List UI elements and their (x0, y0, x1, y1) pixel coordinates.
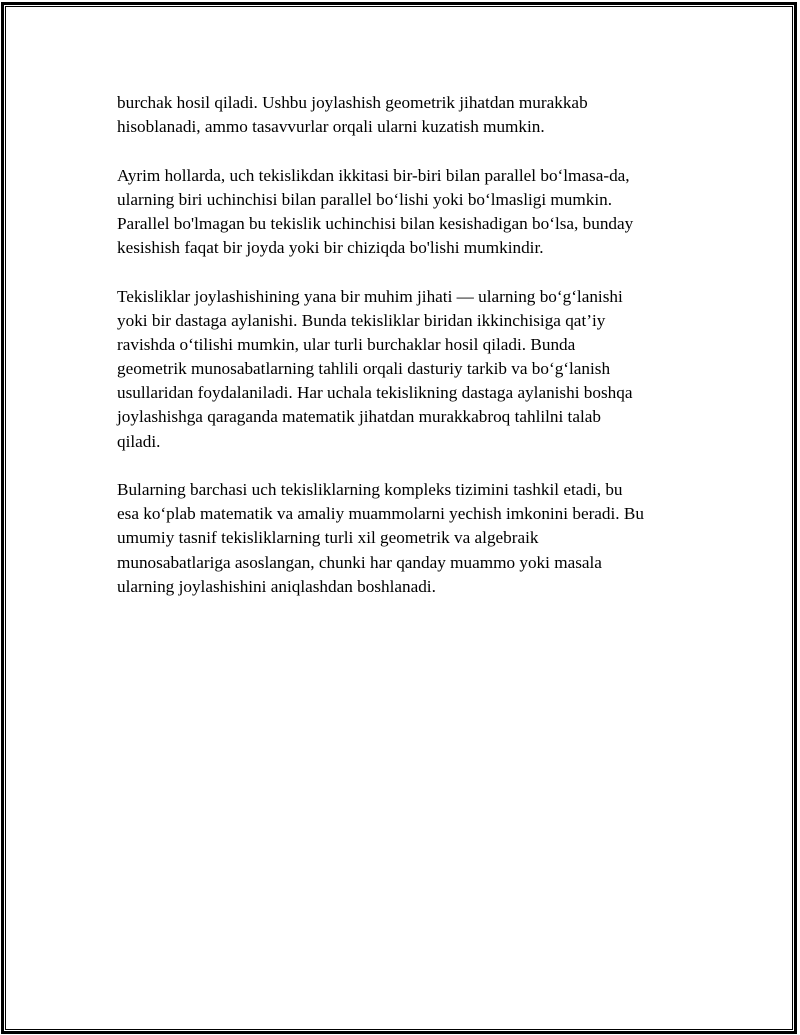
text-line: qiladi. (117, 431, 161, 451)
text-line: burchak hosil qiladi. Ushbu joylashish geometrik jihatdan murakkab (117, 93, 588, 112)
text-line: yoki bir dastaga aylanishi. Bunda tekisliklar biridan ikkinchisiga qat’iy (117, 310, 606, 330)
text-line: Tekisliklar joylashishining yana bir muhim jihati — ularning bo‘g‘lanishi (117, 286, 623, 306)
text-line: ularning biri uchinchisi bilan parallel bo‘lishi yoki bo‘lmasligi mumkin. (117, 189, 613, 209)
text-line: geometrik munosabatlarning tahlili orqali dasturiy tarkib va bo‘g‘lanish (117, 359, 611, 379)
document-body (117, 91, 717, 623)
text-line: ravishda o‘tilishi mumkin, ular turli burchaklar hosil qiladi. Bunda (117, 334, 576, 354)
paragraph-4 (117, 478, 717, 599)
text-line: Bularning barchasi uch tekisliklarning kompleks tizimini tashkil etadi, bu (117, 480, 623, 499)
text-line: munosabatlariga asoslangan, chunki har qanday muammo yoki masala (117, 552, 602, 572)
paragraph-1 (117, 91, 717, 139)
text-line: ularning joylashishini aniqlashdan boshlanadi. (117, 576, 436, 596)
text-line: joylashishga qaraganda matematik jihatdan murakkabroq tahlilni talab (117, 407, 601, 427)
text-line: kesishish faqat bir joyda yoki bir chiziqda bo'lishi mumkindir. (117, 238, 544, 258)
text-line: hisoblanadi, ammo tasavvurlar orqali ularni kuzatish mumkin. (117, 117, 545, 137)
text-line: esa ko‘plab matematik va amaliy muammolarni yechish imkonini beradi. Bu (117, 504, 644, 524)
text-line: Parallel bo'lmagan bu tekislik uchinchisi bilan kesishadigan bo‘lsa, bunday (117, 213, 634, 233)
paragraph-3 (117, 285, 717, 454)
text-line: umumiy tasnif tekisliklarning turli xil geometrik va algebraik (117, 528, 539, 548)
paragraph-2 (117, 164, 717, 261)
text-line: Ayrim hollarda, uch tekislikdan ikkitasi bir-biri bilan parallel bo‘lmasa-da, (117, 165, 630, 185)
text-line: usullaridan foydalaniladi. Har uchala tekislikning dastaga aylanishi boshqa (117, 383, 633, 403)
